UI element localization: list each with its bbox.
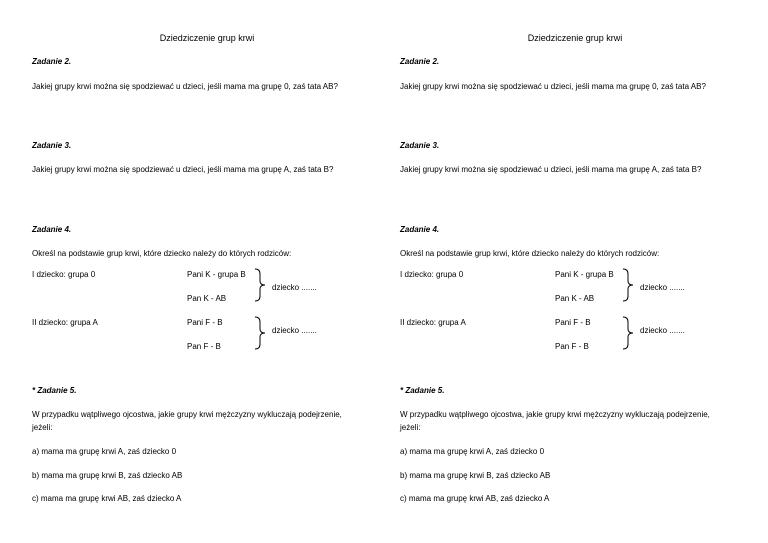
brace-2-icon [622,316,634,350]
task-5-c: c) mama ma grupę krwi AB, zaś dziecko A [32,494,182,503]
parent-1b: Pan K - AB [187,294,227,303]
task-2-heading: Zadanie 2. [400,57,440,66]
answer-2: dziecko ....... [640,326,685,335]
child-1-label: I dziecko: grupa 0 [32,270,96,279]
answer-1: dziecko ....... [640,283,685,292]
task-3-heading: Zadanie 3. [32,141,72,150]
task-3-text: Jakiej grupy krwi można się spodziewać u dzieci, jeśli mama ma grupę A, zaś tata B? [400,165,702,174]
parent-1a: Pani K - grupa B [187,270,246,279]
parent-1a: Pani K - grupa B [555,270,614,279]
task-5-heading: * Zadanie 5. [32,386,77,395]
task-4-text: Określ na podstawie grup krwi, które dziecko należy do których rodziców: [400,249,660,258]
brace-1-icon [254,268,266,302]
parent-1b: Pan K - AB [555,294,595,303]
child-1-label: I dziecko: grupa 0 [400,270,464,279]
task-4-text: Określ na podstawie grup krwi, które dziecko należy do których rodziców: [32,249,292,258]
worksheet-right [400,0,750,543]
task-2-text: Jakiej grupy krwi można się spodziewać u dzieci, jeśli mama ma grupę 0, zaś tata AB? [400,82,706,91]
task-5-b: b) mama ma grupę krwi B, zaś dziecko AB [32,471,183,480]
parent-2b: Pan F - B [187,342,221,351]
worksheet-left [32,0,382,543]
task-4-heading: Zadanie 4. [400,225,440,234]
task-5-a: a) mama ma grupę krwi A, zaś dziecko 0 [32,447,177,456]
brace-1-icon [622,268,634,302]
answer-1: dziecko ....... [272,283,317,292]
child-2-label: II dziecko: grupa A [32,318,98,327]
task-5-text: W przypadku wątpliwego ojcostwa, jakie grupy krwi mężczyzny wykluczają podejrzenie, jeżeli: [400,410,710,432]
child-2-label: II dziecko: grupa A [400,318,466,327]
brace-2-icon [254,316,266,350]
page-title: Dziedziczenie grup krwi [527,33,623,43]
task-5-b: b) mama ma grupę krwi B, zaś dziecko AB [400,471,551,480]
task-5-a: a) mama ma grupę krwi A, zaś dziecko 0 [400,447,545,456]
task-3-text: Jakiej grupy krwi można się spodziewać u dzieci, jeśli mama ma grupę A, zaś tata B? [32,165,334,174]
task-5-heading: * Zadanie 5. [400,386,445,395]
page-title: Dziedziczenie grup krwi [159,33,255,43]
parent-2b: Pan F - B [555,342,589,351]
task-4-heading: Zadanie 4. [32,225,72,234]
task-2-text: Jakiej grupy krwi można się spodziewać u dzieci, jeśli mama ma grupę 0, zaś tata AB? [32,82,338,91]
task-5-c: c) mama ma grupę krwi AB, zaś dziecko A [400,494,550,503]
answer-2: dziecko ....... [272,326,317,335]
task-2-heading: Zadanie 2. [32,57,72,66]
parent-2a: Pani F - B [555,318,591,327]
task-5-text: W przypadku wątpliwego ojcostwa, jakie grupy krwi mężczyzny wykluczają podejrzenie, jeżeli: [32,410,342,432]
task-3-heading: Zadanie 3. [400,141,440,150]
parent-2a: Pani F - B [187,318,223,327]
